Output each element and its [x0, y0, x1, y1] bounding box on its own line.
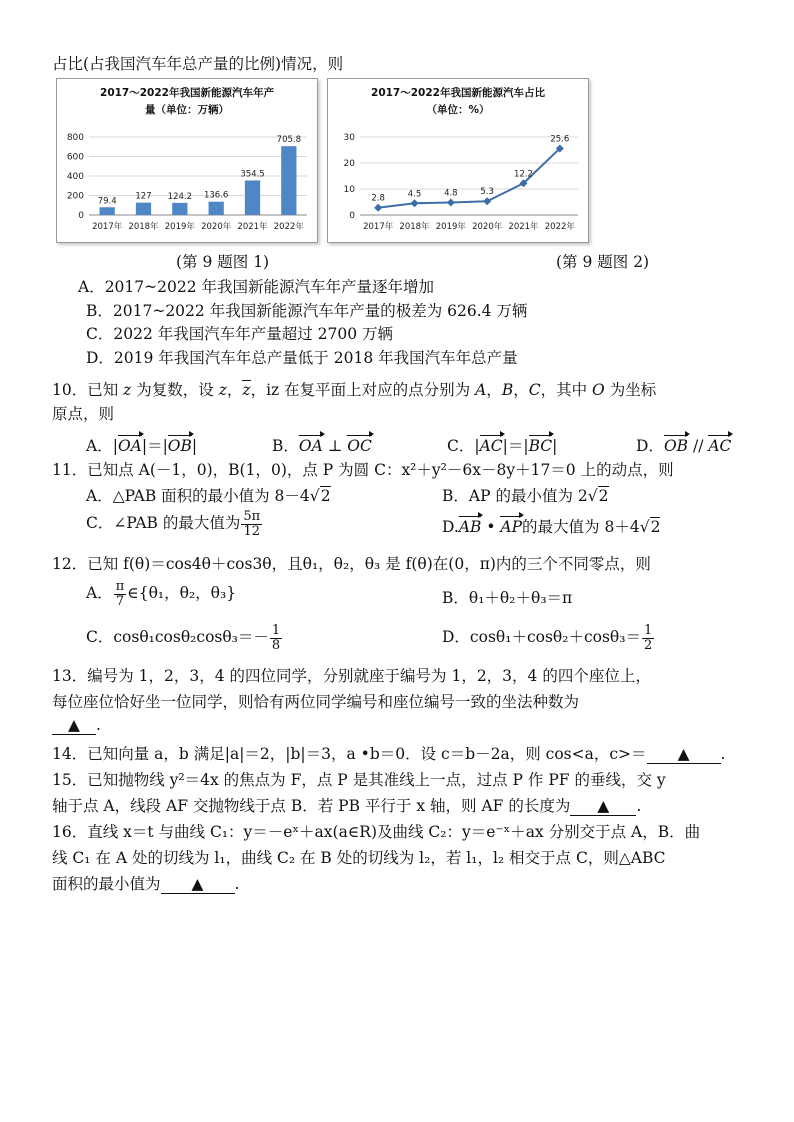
bar	[245, 180, 260, 215]
bar	[172, 203, 187, 215]
q11-option-a: A．△PAB 面积的最小值为 8－4√2	[86, 487, 331, 505]
q10-option-c-label: C．	[447, 437, 475, 455]
q12-option-a-text: ∈{θ₁，θ₂，θ₃}	[127, 584, 237, 603]
bar	[136, 203, 151, 215]
bar	[209, 202, 224, 215]
x-tick-label: 2018年	[128, 222, 159, 232]
q13-line1: 13．编号为 1，2，3，4 的四位同学，分别就座于编号为 1，2，3，4 的四个座位上，	[52, 667, 651, 685]
fraction: $\frac{1}{2}$	[643, 623, 653, 653]
q11-option-c-text: C．∠PAB 的最大值为	[86, 514, 241, 533]
fraction: $\frac{1}{8}$	[271, 623, 281, 653]
data-point	[483, 197, 491, 205]
figure-caption-2: (第 9 题图 2)	[556, 253, 650, 271]
x-tick-label: 2021年	[508, 222, 539, 232]
y-tick-label: 20	[343, 159, 355, 169]
data-point	[374, 204, 382, 212]
data-label: 12.2	[514, 169, 533, 180]
q12-option-b: B．θ₁＋θ₂＋θ₃＝π	[442, 589, 573, 607]
x-tick-label: 2022年	[544, 222, 575, 232]
bar-chart-panel	[56, 78, 318, 243]
x-tick-label: 2021年	[237, 222, 268, 232]
data-label: 5.3	[480, 187, 494, 198]
q11-option-b: B．AP 的最小值为 2√2	[442, 487, 609, 505]
figure-caption-1: (第 9 题图 1)	[176, 253, 270, 271]
data-label: 136.6	[203, 190, 229, 201]
y-tick-label: 0	[349, 211, 355, 221]
data-point	[411, 199, 419, 207]
q11-option-c	[86, 510, 263, 538]
y-tick-label: 800	[66, 133, 84, 143]
q11-option-b-text: B．AP 的最小值为 2	[442, 487, 588, 505]
line-chart-panel	[327, 78, 589, 243]
x-tick-label: 2020年	[201, 222, 232, 232]
q16-line3: 面积的最小值为 ▲ .	[52, 875, 240, 893]
answer-blank: ▲	[570, 797, 636, 816]
bar-chart-title-line1: 2017～2022年我国新能源汽车年产	[100, 87, 274, 99]
q11-option-d: D.AB • AP的最大值为 8＋4√2	[442, 518, 661, 536]
q9-option-a: A．2017~2022 年我国新能源汽车年产量逐年增加	[78, 278, 435, 296]
y-tick-label: 400	[66, 172, 84, 182]
answer-blank: ▲	[161, 875, 235, 894]
q9-option-b: B．2017~2022 年我国新能源汽车年产量的极差为 626.4 万辆	[86, 302, 528, 320]
q15-line1: 15．已知抛物线 y²＝4x 的焦点为 F，点 P 是其准线上一点，过点 P 作 PF 的垂线，交 y	[52, 771, 666, 789]
answer-blank: ▲	[647, 745, 721, 764]
x-tick-label: 2019年	[164, 222, 195, 232]
q10-stem-line2: 原点，则	[52, 405, 115, 423]
line-chart-title-line2: （单位：%）	[426, 104, 490, 116]
q16-line2: 线 C₁ 在 A 处的切线为 l₁，曲线 C₂ 在 B 处的切线为 l₂，若 l₁，l₂ 相交于点 C，则△ABC	[52, 849, 666, 867]
line-chart-title-line1: 2017～2022年我国新能源汽车占比	[371, 87, 545, 99]
q10-stem-part: ，iz 在复平面上对应的点分别为	[250, 381, 471, 399]
q10-stem-part: 为复数，设	[136, 381, 214, 399]
q10-option-d: D．OB // AC	[636, 437, 732, 455]
q12-option-a	[86, 580, 236, 608]
x-tick-label: 2019年	[435, 222, 466, 232]
y-tick-label: 0	[78, 211, 84, 221]
q14-line: 14．已知向量 a，b 满足|a|＝2，|b|＝3，a •b＝0．设 c＝b－2a，则 cos<a，c>＝ ▲ .	[52, 745, 726, 763]
q10-stem-part: ，其中	[540, 381, 588, 399]
q11-stem: 11．已知点 A(－1，0)，B(1，0)，点 P 为圆 C：x²＋y²－6x－8y＋17＝0 上的动点，则	[52, 461, 674, 479]
y-tick-label: 10	[343, 185, 355, 195]
data-label: 705.8	[276, 135, 302, 146]
q10-stem-line1: 10．已知 z 为复数，设 z，z，iz 在复平面上对应的点分别为 A，B，C，其中 O 为坐标	[52, 381, 657, 399]
q11-option-d-label: D.	[442, 518, 459, 536]
bar	[100, 207, 115, 215]
x-tick-label: 2022年	[273, 222, 304, 232]
q14-text: 14．已知向量 a，b 满足|a|＝2，|b|＝3，a •b＝0．设 c＝b－2a，则 cos<a，c>＝	[52, 745, 647, 763]
bar-chart	[57, 79, 317, 242]
data-label: 4.5	[407, 189, 422, 200]
x-tick-label: 2018年	[399, 222, 430, 232]
q16-text: 面积的最小值为	[52, 875, 161, 893]
q10-option-b: B．OA ⊥ OC	[272, 437, 372, 455]
data-label: 354.5	[240, 169, 265, 180]
y-tick-label: 200	[66, 191, 84, 202]
intro-text: 占比(占我国汽车年总产量的比例)情况，则	[52, 55, 344, 73]
q15-line2: 轴于点 A，线段 AF 交抛物线于点 B．若 PB 平行于 x 轴，则 AF 的长度为 ▲ .	[52, 797, 642, 815]
q13-answer-line: ▲ .	[52, 716, 101, 735]
q10-option-b-label: B．	[272, 437, 299, 455]
q9-option-c: C．2022 年我国汽车年产量超过 2700 万辆	[86, 325, 394, 343]
data-label: 4.8	[444, 188, 458, 199]
data-point	[447, 199, 455, 207]
answer-blank: ▲	[52, 716, 96, 735]
q12-option-d	[442, 624, 655, 652]
sqrt-radicand: 2	[598, 487, 609, 505]
sqrt-radicand: 2	[320, 487, 331, 505]
bar	[281, 146, 296, 215]
x-tick-label: 2017年	[92, 222, 123, 232]
data-label: 124.2	[167, 191, 193, 202]
data-label: 127	[135, 191, 152, 202]
bar-chart-title-line2: 量（单位：万辆）	[145, 104, 229, 116]
fraction: $\frac{\pi}{7}$	[115, 579, 125, 609]
q16-line1: 16．直线 x＝t 与曲线 C₁：y＝－eˣ＋ax(a∈R)及曲线 C₂：y＝e⁻ˣ＋ax 分别交于点 A，B．曲	[52, 823, 701, 841]
q12-option-c-text: C．cosθ₁cosθ₂cosθ₃＝－	[86, 628, 269, 647]
q10-option-a: A．|OA|＝|OB|	[86, 437, 198, 455]
q15-text: 轴于点 A，线段 AF 交抛物线于点 B．若 PB 平行于 x 轴，则 AF 的长度为	[52, 797, 571, 815]
q12-option-d-text: D．cosθ₁＋cosθ₂＋cosθ₃＝	[442, 628, 641, 647]
data-label: 25.6	[550, 134, 570, 145]
sqrt-radicand: 2	[650, 518, 661, 536]
q9-option-d: D．2019 年我国汽车年总产量低于 2018 年我国汽车年总产量	[86, 349, 518, 367]
x-tick-label: 2017年	[363, 222, 394, 232]
q13-line2: 每位座位恰好坐一位同学，则恰有两位同学编号和座位编号一致的坐法种数为	[52, 693, 580, 711]
q10-option-a-label: A．	[86, 437, 113, 455]
fraction: $\frac{5\pi}{12}$	[243, 509, 261, 539]
q10-option-c: C．|AC|＝|BC|	[447, 437, 558, 455]
q12-stem: 12．已知 f(θ)＝cos4θ＋cos3θ，且θ₁，θ₂，θ₃ 是 f(θ)在(0，π)内的三个不同零点，则	[52, 555, 651, 573]
y-tick-label: 600	[66, 152, 84, 163]
y-tick-label: 30	[343, 133, 355, 143]
q10-stem-part: 10．已知	[52, 381, 119, 399]
q11-option-a-text: A．△PAB 面积的最小值为 8－4	[86, 487, 310, 505]
q11-option-d-text: 的最大值为 8＋4	[522, 518, 640, 536]
data-label: 2.8	[371, 193, 385, 204]
q12-option-a-label: A．	[86, 584, 113, 603]
x-tick-label: 2020年	[472, 222, 503, 232]
q10-stem-part: 为坐标	[609, 381, 657, 399]
q12-option-c	[86, 624, 283, 652]
q10-option-d-label: D．	[636, 437, 664, 455]
data-label: 79.4	[97, 196, 117, 207]
line-chart	[328, 79, 588, 242]
